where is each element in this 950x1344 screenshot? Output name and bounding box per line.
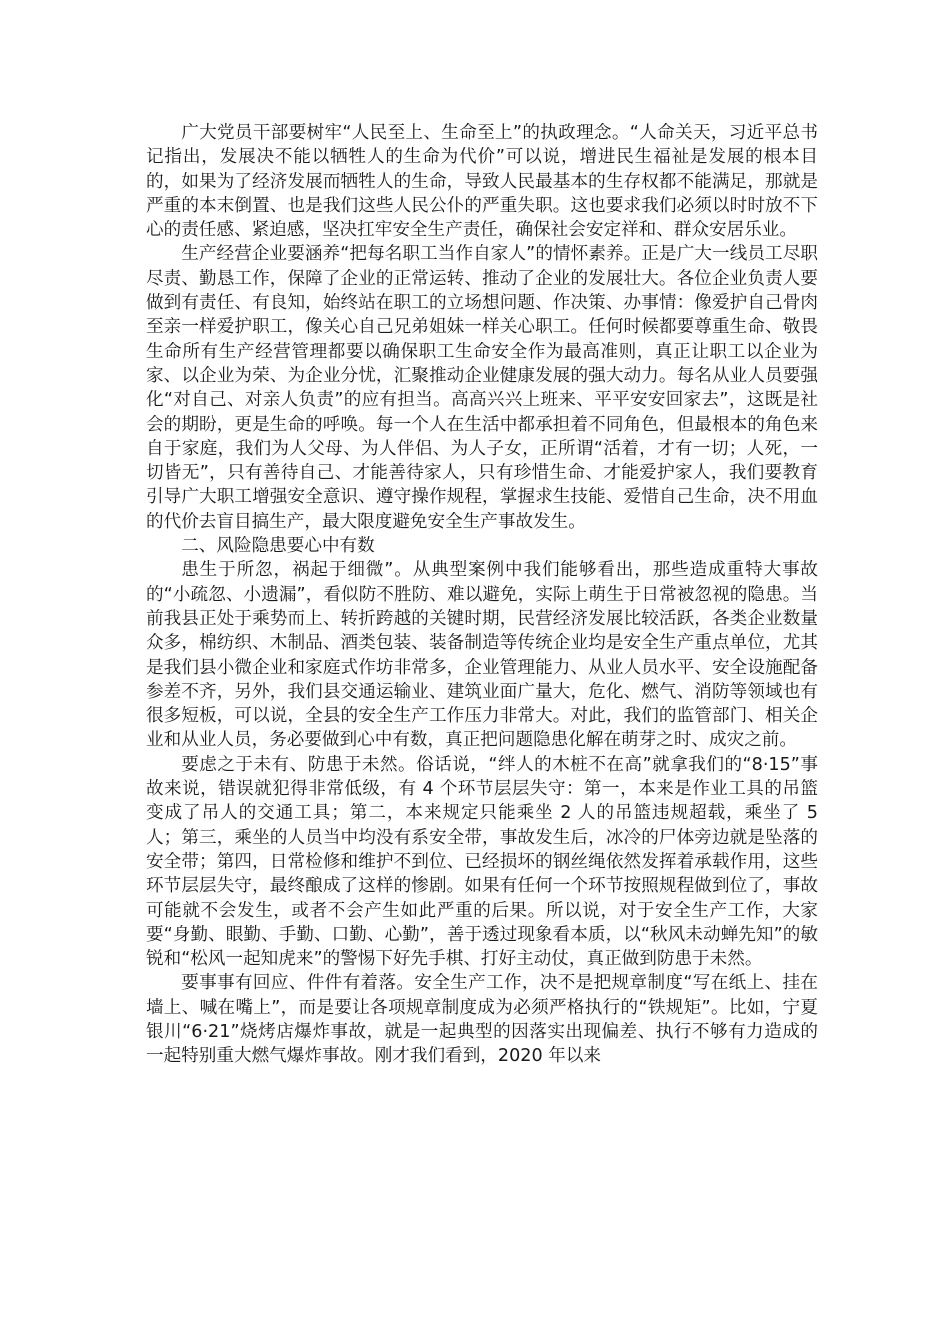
document-body	[146, 121, 818, 1069]
section-heading: 二、风险隐患要心中有数	[181, 536, 375, 557]
paragraph-5: 要事事有回应、件件有着落。安全生产工作，决不是把规章制度“写在纸上、挂在墙上、喊在嘴上”，而是要让各项规章制度成为必须严格执行的“铁规矩”。比如，宁夏银川“6·21”烧烤店爆炸事故，就是一起典型的因落实出现偏差、执行不够有力造成的一起特别重大燃气爆炸事故。刚才我们看到，2020 年以来	[146, 973, 818, 1067]
paragraph-2: 生产经营企业要涵养“把每名职工当作自家人”的情怀素养。正是广大一线员工尽职尽责、勤恳工作，保障了企业的正常运转、推动了企业的发展壮大。各位企业负责人要做到有责任、有良知，始终站在职工的立场想问题、作决策、办事情：像爱护自己骨肉至亲一样爱护职工，像关心自己兄弟姐妹一样关心职工。任何时候都要尊重生命、敬畏生命所有生产经营管理都要以确保职工生命安全作为最高准则，真正让职工以企业为家、以企业为荣、为企业分忧，汇聚推动企业健康发展的强大动力。每名从业人员要强化“对自己、对亲人负责”的应有担当。高高兴兴上班来、平平安安回家去”，这既是社会的期盼，更是生命的呼唤。每一个人在生活中都承担着不同角色，但最根本的角色来自于家庭，我们为人父母、为人伴侣、为人子女，正所谓“活着，才有一切；人死，一切皆无”，只有善待自己、才能善待家人，只有珍惜生命、才能爱护家人，我们要教育引导广大职工增强安全意识、遵守操作规程，掌握求生技能、爱惜自己生命，决不用血的代价去盲目搞生产，最大限度避免安全生产事故发生。	[146, 244, 818, 532]
paragraph-1: 广大党员干部要树牢“人民至上、生命至上”的执政理念。“人命关天，习近平总书记指出，发展决不能以牺牲人的生命为代价”可以说，增进民生福祉是发展的根本目的，如果为了经济发展而牺牲人的生命，导致人民最基本的生存权都不能满足，那就是严重的本末倒置、也是我们这些人民公仆的严重失职。这也要求我们必须以时时放不下心的责任感、紧迫感，坚决扛牢安全生产责任，确保社会安定祥和、群众安居乐业。	[146, 123, 818, 241]
paragraph-4: 要虑之于未有、防患于未然。俗话说，“绊人的木桩不在高”就拿我们的“8·15”事故来说，错误就犯得非常低级，有 4 个环节层层失守：第一，本来是作业工具的吊篮变成了吊人的交通工具；第二，本来规定只能乘坐 2 人的吊篮违规超载，乘坐了 5 人；第三，乘坐的人员当中均没有系安全带，事故发生后，冰冷的尸体旁边就是坠落的安全带；第四，日常检修和维护不到位、已经损坏的钢丝绳依然发挥着承载作用，这些环节层层失守，最终酿成了这样的惨剧。如果有任何一个环节按照规程做到位了，事故可能就不会发生，或者不会产生如此严重的后果。所以说，对于安全生产工作，大家要“身勤、眼勤、手勤、口勤、心勤”，善于透过现象看本质，以“秋风未动蝉先知”的敏锐和“松风一起知虎来”的警惕下好先手棋、打好主动仗，真正做到防患于未然。	[146, 754, 818, 970]
paragraph-3: 患生于所忽，祸起于细微”。从典型案例中我们能够看出，那些造成重特大事故的“小疏忽、小遗漏”，看似防不胜防、难以避免，实际上萌生于日常被忽视的隐患。当前我县正处于乘势而上、转折跨越的关键时期，民营经济发展比较活跃，各类企业数量众多，棉纺织、木制品、酒类包装、装备制造等传统企业均是安全生产重点单位，尤其是我们县小微企业和家庭式作坊非常多，企业管理能力、从业人员水平、安全设施配备参差不齐，另外，我们县交通运输业、建筑业面广量大，危化、燃气、消防等领域也有很多短板，可以说，全县的安全生产工作压力非常大。对此，我们的监管部门、相关企业和从业人员，务必要做到心中有数，真正把问题隐患化解在萌芽之时、成灾之前。	[146, 560, 818, 751]
